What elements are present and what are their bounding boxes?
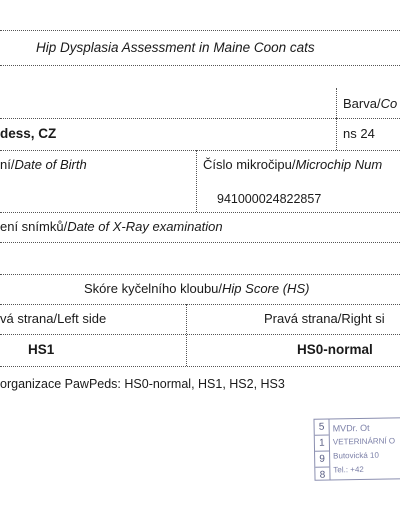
right-side-label: Pravá strana/Right si <box>264 311 385 326</box>
veterinary-stamp <box>313 417 400 481</box>
top-rule <box>0 0 400 31</box>
form-title: Hip Dysplasia Assessment in Maine Coon cats <box>36 40 315 55</box>
microchip-label: Číslo mikročipu/Microchip Num <box>203 157 383 172</box>
cat-name-value: dess, CZ <box>0 126 57 141</box>
stamp-digits: 5 1 9 8 <box>314 420 330 480</box>
side-value-row <box>0 334 400 367</box>
xray-date-label: ení snímků/Date of X-Ray examination <box>0 219 223 234</box>
birth-label-row <box>0 150 400 180</box>
left-side-score: HS1 <box>28 342 55 357</box>
stamp-text: MVDr. Ot VETERINÁRNÍ O Butovická 10 Tel.: +42 <box>332 422 396 475</box>
xray-value-row <box>0 242 400 275</box>
side-label-row <box>0 304 400 335</box>
color-value: ns 24 <box>343 126 375 141</box>
score-heading-row <box>0 274 400 305</box>
name-value-row <box>0 118 400 151</box>
left-side-label: vá strana/Left side <box>0 311 107 326</box>
dob-label: ní/Date of Birth <box>0 157 87 172</box>
title-row <box>0 30 400 66</box>
microchip-value: 941000024822857 <box>217 192 322 206</box>
hip-score-heading: Skóre kyčelního kloubu/Hip Score (HS) <box>84 281 310 296</box>
birth-value-row <box>0 180 400 213</box>
name-label-row <box>0 64 400 119</box>
color-label: Barva/Co <box>343 96 398 111</box>
score-scale-note: organizace PawPeds: HS0-normal, HS1, HS2, HS3 <box>0 377 285 391</box>
xray-label-row <box>0 212 400 243</box>
right-side-score: HS0-normal <box>297 342 373 357</box>
